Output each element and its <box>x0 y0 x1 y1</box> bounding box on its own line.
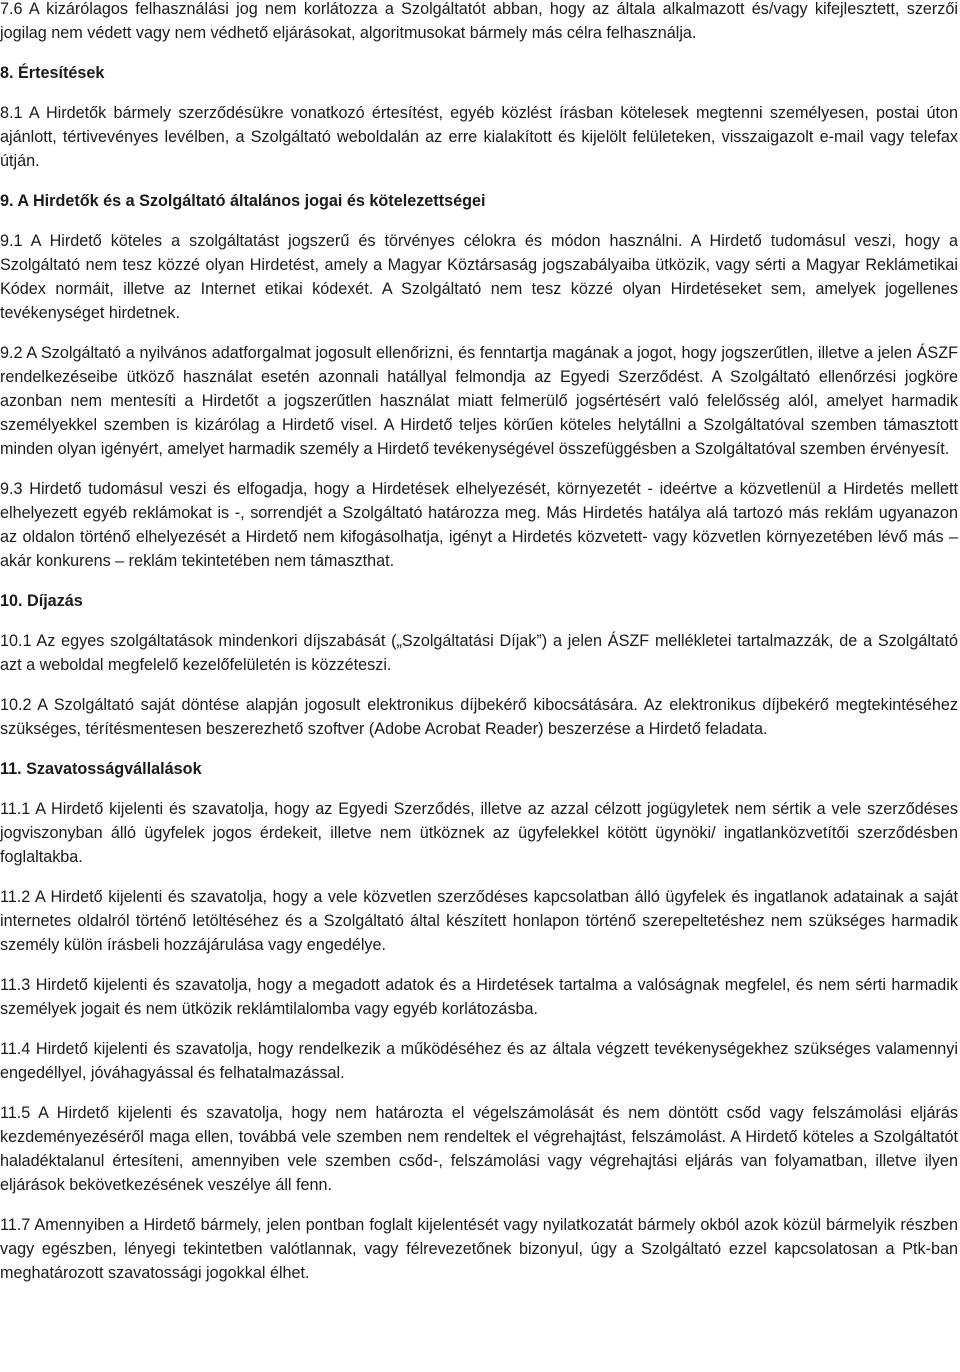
paragraph-11-2: 11.2 A Hirdető kijelenti és szavatolja, hogy a vele közvetlen szerződéses kapcsolatban álló ügyfelek és ingatlanok adatainak a saját internetes oldalról történő letöltéséhez és a Szolgáltató által készített honlapon történő szerepeltetéshez nem szükséges harmadik személy külön írásbeli hozzájárulása vagy engedélye. <box>0 888 958 954</box>
section-heading-8: 8. Értesítések <box>0 64 105 82</box>
section-heading-10: 10. Díjazás <box>0 592 83 610</box>
paragraph-10-2: 10.2 A Szolgáltató saját döntése alapján jogosult elektronikus díjbekérő kibocsátására. Az elektronikus díjbekérő megtekintéséhez szükséges, térítésmentesen beszerezhető szoftver (Adobe Acrobat Reader) beszerzése a Hirdető feladata. <box>0 696 958 738</box>
paragraph-10-1: 10.1 Az egyes szolgáltatások mindenkori díjszabását („Szolgáltatási Díjak”) a jelen ÁSZF mellékletei tartalmazzák, de a Szolgáltató azt a weboldal megfelelő kezelőfelületén is közzéteszi. <box>0 632 958 674</box>
paragraph-11-7: 11.7 Amennyiben a Hirdető bármely, jelen pontban foglalt kijelentését vagy nyilatkozatát bármely okból azok közül bármelyik részben vagy egészben, lényegi tekintetben valótlannak, vagy félrevezetőnek bizonyul, úgy a Szolgáltató ezzel kapcsolatosan a Ptk-ban meghatározott szavatossági jogokkal élhet. <box>0 1216 958 1282</box>
paragraph-11-4: 11.4 Hirdető kijelenti és szavatolja, hogy rendelkezik a működéséhez és az általa végzett tevékenységekhez szükséges valamennyi engedéllyel, jóváhagyással és felhatalmazással. <box>0 1040 958 1082</box>
paragraph-8-1: 8.1 A Hirdetők bármely szerződésükre vonatkozó értesítést, egyéb közlést írásban kötelesek megtenni személyesen, postai úton ajánlott, tértivevényes levélben, a Szolgáltató weboldalán az erre kialakított és kijelölt felületeken, visszaigazolt e-mail vagy telefax útján. <box>0 104 958 170</box>
paragraph-9-3: 9.3 Hirdető tudomásul veszi és elfogadja, hogy a Hirdetések elhelyezését, környezetét - ideértve a közvetlenül a Hirdetés mellett elhelyezett egyéb reklámokat is -, sorrendjét a Szolgáltató határozza meg. Más Hirdetés hatálya alá tartozó más reklám ugyanazon az oldalon történő elhelyezését a Hirdető nem kifogásolhatja, igényt a Hirdetés közvetett- vagy közvetlen környezetében lévő más – akár konkurens – reklám tekintetében nem támaszthat. <box>0 480 958 570</box>
section-heading-11: 11. Szavatosságvállalások <box>0 760 202 778</box>
paragraph-11-5: 11.5 A Hirdető kijelenti és szavatolja, hogy nem határozta el végelszámolását és nem döntött csőd vagy felszámolási eljárás kezdeményezéséről maga ellen, továbbá vele szemben nem rendeltek el végrehajtást, felszámolást. A Hirdető köteles a Szolgáltatót haladéktalanul értesíteni, amennyiben vele szemben csőd-, felszámolási vagy végrehajtási eljárás van folyamatban, illetve ilyen eljárások bekövetkezésének veszélye áll fenn. <box>0 1104 958 1194</box>
paragraph-7-6: 7.6 A kizárólagos felhasználási jog nem korlátozza a Szolgáltatót abban, hogy az általa alkalmazott és/vagy kifejlesztett, szerzői jogilag nem védett vagy nem védhető eljárásokat, algoritmusokat bármely más célra felhasználja. <box>0 0 958 42</box>
paragraph-11-1: 11.1 A Hirdető kijelenti és szavatolja, hogy az Egyedi Szerződés, illetve az azzal célzott jogügyletek nem sértik a vele szerződéses jogviszonyban álló ügyfelek jogos érdekeit, illetve nem ütköznek az ügyfelekkel kötött ügynöki/ ingatlanközvetítői szerződésben foglaltakba. <box>0 800 958 866</box>
section-heading-9: 9. A Hirdetők és a Szolgáltató általános jogai és kötelezettségei <box>0 192 486 210</box>
paragraph-11-3: 11.3 Hirdető kijelenti és szavatolja, hogy a megadott adatok és a Hirdetések tartalma a valóságnak megfelel, és nem sérti harmadik személyek jogait és nem ütközik reklámtilalomba vagy egyéb korlátozásba. <box>0 976 958 1018</box>
paragraph-9-2: 9.2 A Szolgáltató a nyilvános adatforgalmat jogosult ellenőrizni, és fenntartja magának a jogot, hogy jogszerűtlen, illetve a jelen ÁSZF rendelkezéseibe ütköző használat esetén azonnali hatállyal felmondja az Egyedi Szerződést. A Szolgáltató ellenőrzési jogköre azonban nem mentesíti a Hirdetőt a jogszerűtlen használat miatt felmerülő jogsértésért való felelősség alól, amelyet harmadik személyekkel szemben is kizárólag a Hirdető visel. A Hirdető teljes körűen köteles helytállni a Szolgáltatóval szemben támasztott minden olyan igényért, amelyet harmadik személy a Hirdető tevékenységével összefüggésben a Szolgáltatóval szemben érvényesít. <box>0 344 958 458</box>
paragraph-9-1: 9.1 A Hirdető köteles a szolgáltatást jogszerű és törvényes célokra és módon használni. A Hirdető tudomásul veszi, hogy a Szolgáltató nem tesz közzé olyan Hirdetést, amely a Magyar Köztársaság jogszabályaiba ütközik, vagy sérti a Magyar Reklámetikai Kódex normáit, illetve az Internet etikai kódexét. A Szolgáltató nem tesz közzé olyan Hirdetéseket sem, amelyek jogellenes tevékenységet hirdetnek. <box>0 232 958 322</box>
